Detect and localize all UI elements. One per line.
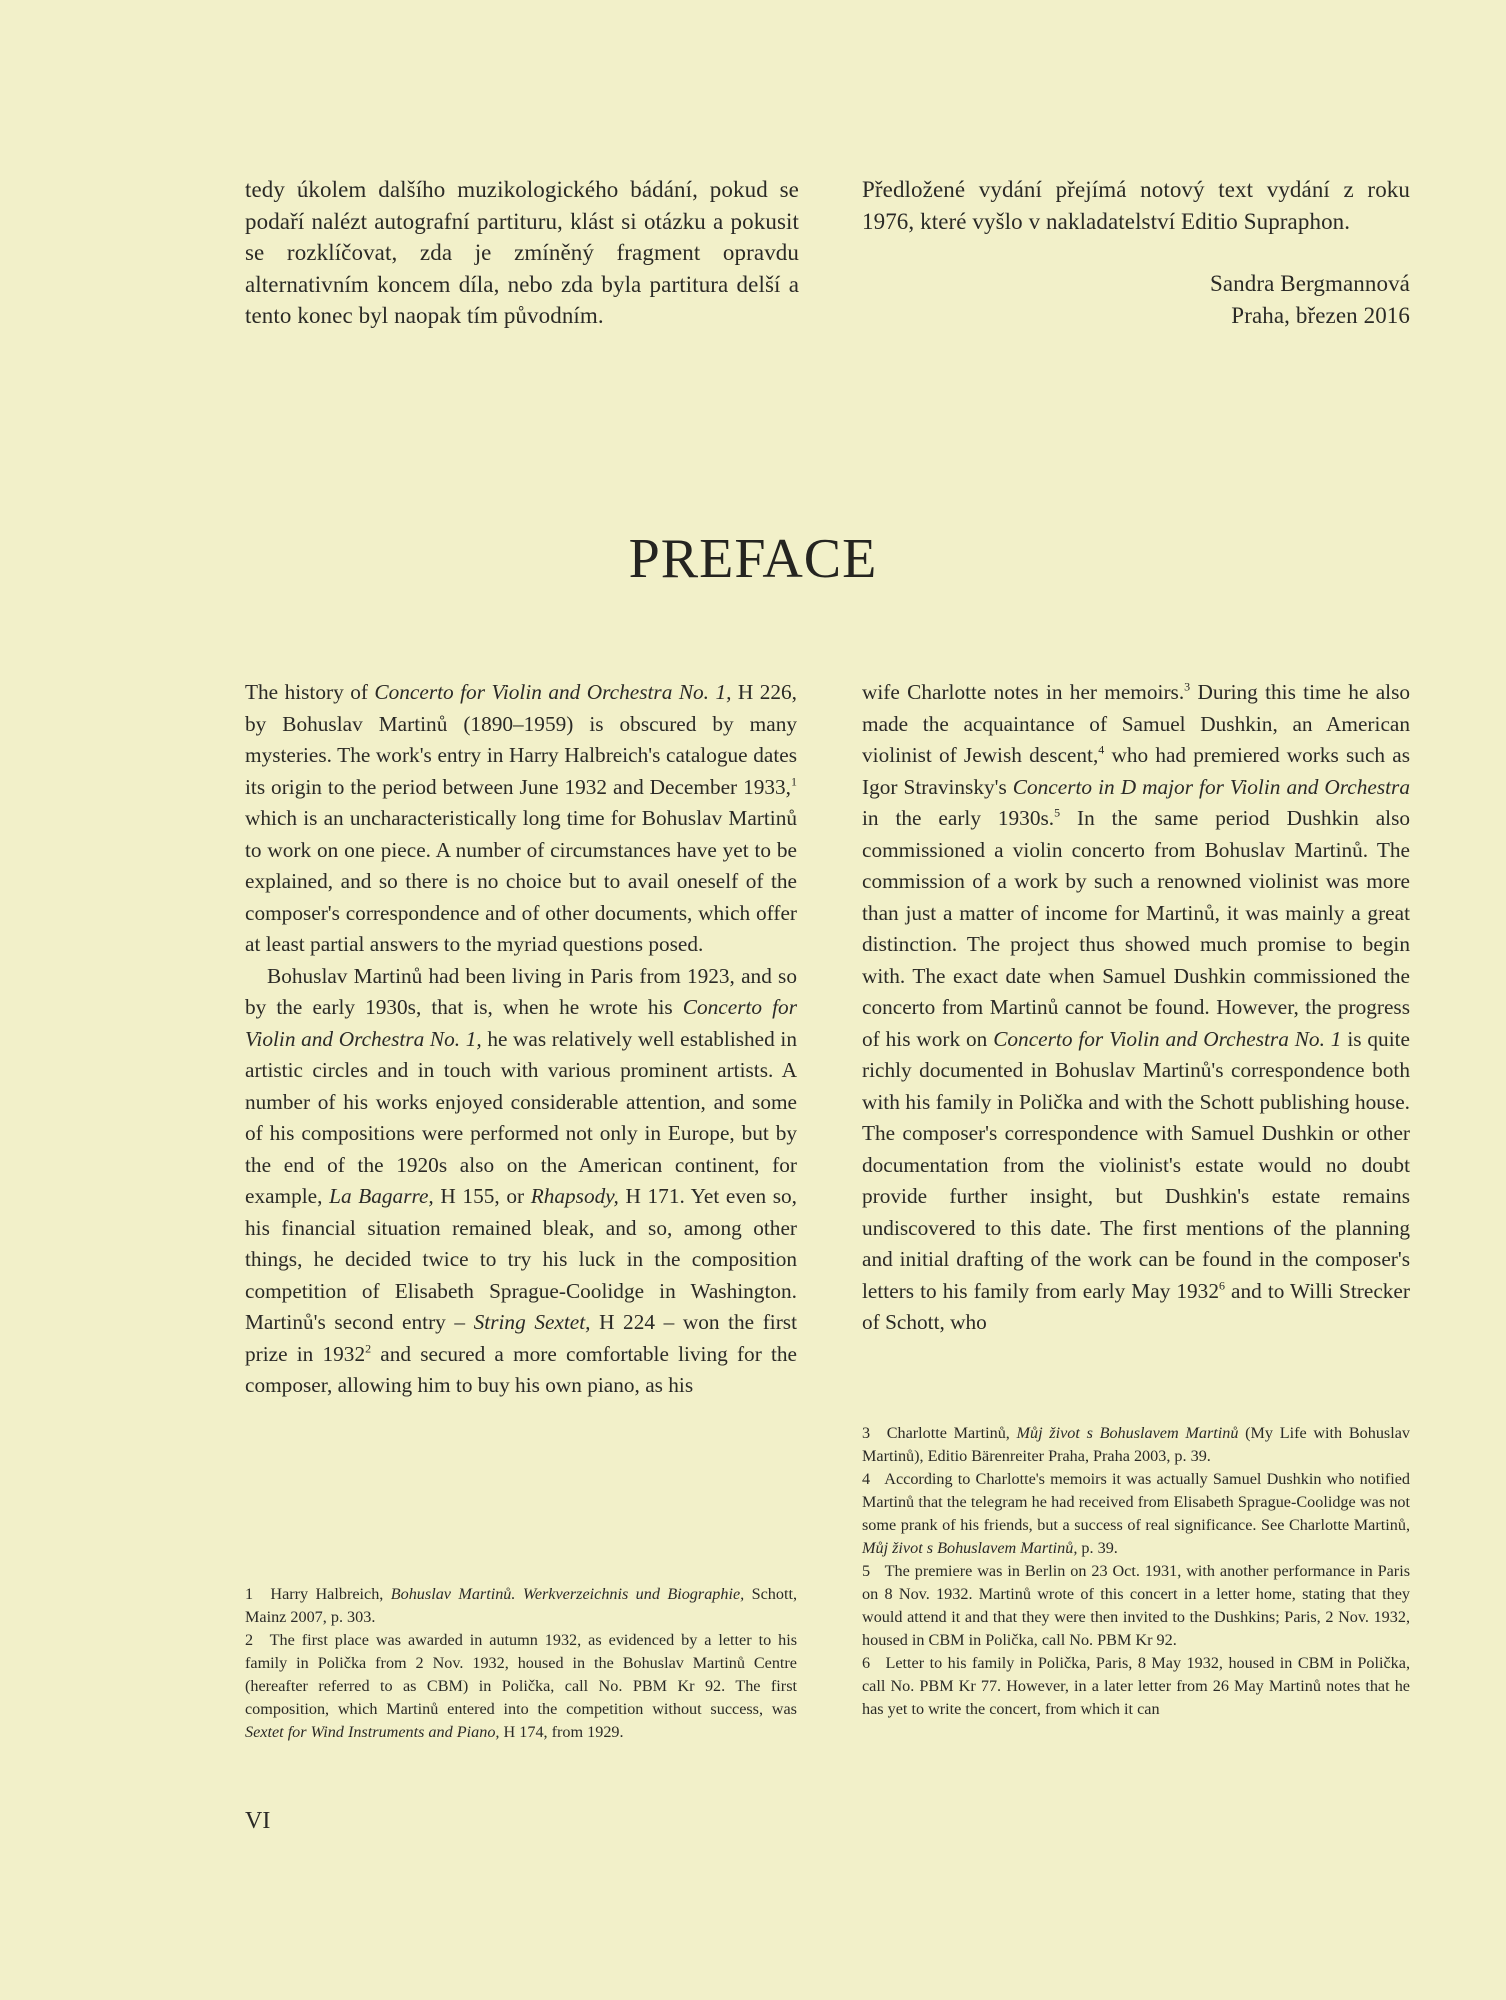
signature-name: Sandra Bergmannová (1209, 271, 1410, 296)
signature-place-date: Praha, březen 2016 (1231, 302, 1410, 328)
footnote: 2 The first place was awarded in autumn 1932, as evidenced by a letter to his family in Polička from 2 Nov. 1932, housed in the Bohuslav Martinů Centre (hereafter referred to as CBM) in Polička, call No. PBM Kr 92. The first composition, which Martinů entered into the competition without success, was Sextet for Wind Instruments and Piano, H 174, from 1929. (245, 1631, 797, 1741)
footnote-ref[interactable]: 1 (791, 774, 797, 789)
footnote-ref[interactable]: 2 (365, 1341, 372, 1356)
footnote: 4 According to Charlotte's memoirs it was actually Samuel Dushkin who notified Martinů that the telegram he had received from Elisabeth Sprague-Coolidge was not some prank of his friends, but a success of real significance. See Charlotte Martinů, Můj život s Bohuslavem Martinů, p. 39. (862, 1470, 1411, 1557)
footnote-ref[interactable]: 5 (1054, 805, 1061, 820)
czech-paragraph: tedy úkolem dalšího muzikologického bádání, pokud se podaří nalézt autografní partituru, klást si otázku a pokusit se rozklíčovat, zda je zmíněný fragment opravdu alternativním koncem díla, nebo zda byla partitura delší a tento konec byl naopak tím původním. (245, 177, 799, 328)
czech-paragraph: Předložené vydání přejímá notový text vydání z roku 1976, které vyšlo v nakladatelství Editio Supraphon. (862, 177, 1410, 234)
footnote-ref[interactable]: 6 (1218, 1278, 1225, 1293)
paragraph-1: The history of Concerto for Violin and Orchestra No. 1, H 226, by Bohuslav Martinů (1890–1959) is obscured by many mysteries. The work's entry in Harry Halbreich's catalogue dates its origin to the period between June 1932 and December 1933,$^1$ which is an uncharacteristically long time for Bohuslav Martinů to work on one piece. A number of circumstances have yet to be explained, and so there is no choice but to avail oneself of the composer's correspondence and of other documents, which offer at least partial answers to the myriad questions posed. (245, 680, 798, 956)
footnote: 6 Letter to his family in Polička, Paris, 8 May 1932, housed in CBM in Polička, call No. PBM Kr 77. However, in a later letter from 26 May Martinů notes that he has yet to write the concert, from which it can (862, 1654, 1411, 1718)
page-title: PREFACE (628, 528, 878, 590)
czech-left-column (245, 174, 799, 332)
signature (862, 268, 1410, 331)
right-column (862, 677, 1410, 1339)
footnote-ref[interactable]: 3 (1184, 679, 1191, 694)
page-number: VI (245, 1808, 271, 1834)
footnote: 5 The premiere was in Berlin on 23 Oct. 1931, with another performance in Paris on 8 Nov. 1932. Martinů wrote of this concert in a letter home, stating that they would attend it and that they were then invited to the Dushkins; Paris, 2 Nov. 1932, housed in CBM in Polička, call No. PBM Kr 92. (862, 1562, 1410, 1649)
footnote-ref[interactable]: 4 (1098, 742, 1105, 757)
footnotes-right (862, 1422, 1410, 1721)
footnote: 3 Charlotte Martinů, Můj život s Bohuslavem Martinů (My Life with Bohuslav Martinů), Editio Bärenreiter Praha, Praha 2003, p. 39. (862, 1424, 1410, 1465)
czech-right-column (862, 174, 1410, 331)
footnotes-left (245, 1583, 797, 1744)
left-column (245, 677, 797, 1402)
paragraph-3: wife Charlotte notes in her memoirs.$^3$ During this time he also made the acquaintance of Samuel Dushkin, an American violinist of Jewish descent,$^4$ who had premiered works such as Igor Stravinsky's Concerto in D major for Violin and Orchestra in the early 1930s.$^5$ In the same period Dushkin also commissioned a violin concerto from Bohuslav Martinů. The commission of a work by such a renowned violinist was more than just a matter of income for Martinů, it was mainly a great distinction. The project thus showed much promise to begin with. The exact date when Samuel Dushkin commissioned the concerto from Martinů cannot be found. However, the progress of his work on Concerto for Violin and Orchestra No. 1 is quite richly documented in Bohuslav Martinů's correspondence both with his family in Polička and with the Schott publishing house. The composer's correspondence with Samuel Dushkin or other documentation from the violinist's estate would no doubt provide further insight, but Dushkin's estate remains undiscovered to this date. The first mentions of the planning and initial drafting of the work can be found in the composer's letters to his family from early May 1932$^6$ and to Willi Strecker of Schott, who (862, 679, 1411, 1334)
footnote: 1 Harry Halbreich, Bohuslav Martinů. Werkverzeichnis und Biographie, Schott, Mainz 2007, p. 303. (245, 1585, 798, 1626)
paragraph-2: Bohuslav Martinů had been living in Paris from 1923, and so by the early 1930s, that is, when he wrote his Concerto for Violin and Orchestra No. 1, he was relatively well established in artistic circles and in touch with various prominent artists. A number of his works enjoyed considerable attention, and some of his compositions were performed not only in Europe, but by the end of the 1920s also on the American continent, for example, La Bagarre, H 155, or Rhapsody, H 171. Yet even so, his financial situation remained bleak, and so, among other things, he decided twice to try his luck in the composition competition of Elisabeth Sprague-Coolidge in Washington. Martinů's second entry – String Sextet, H 224 – won the first prize in 1932$^2$ and secured a more comfortable living for the composer, allowing him to buy his own piano, as his (245, 963, 797, 1397)
